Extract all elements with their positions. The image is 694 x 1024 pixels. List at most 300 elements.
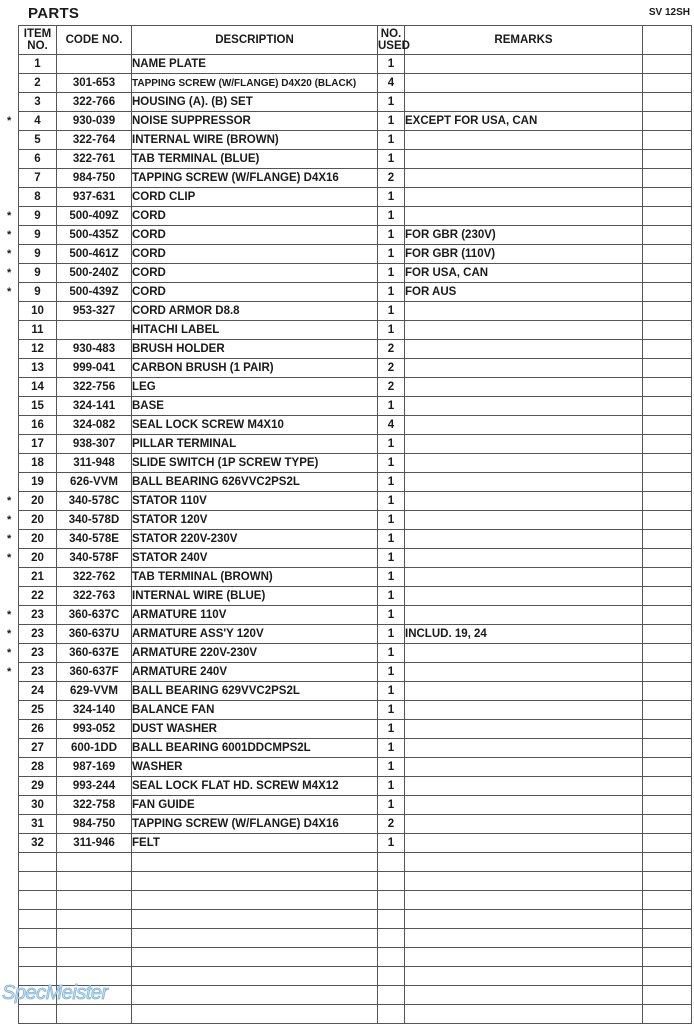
table-row	[19, 720, 692, 739]
description-cell: HOUSING (A). (B) SET	[132, 93, 378, 112]
table-row	[19, 853, 692, 872]
item-no-cell	[7, 245, 57, 264]
table-row	[19, 340, 692, 359]
asterisk-mark: *	[7, 533, 12, 545]
item-no-cell	[19, 188, 57, 207]
no-used-cell: 1	[378, 530, 405, 549]
table-row	[19, 93, 692, 112]
item-no-text: 15	[31, 400, 44, 412]
asterisk-mark: *	[7, 267, 12, 279]
table-row	[19, 663, 692, 682]
item-no-text: 10	[31, 305, 44, 317]
code-no-cell: 500-461Z	[57, 245, 132, 264]
remarks-cell	[405, 549, 643, 568]
extra-column-cell	[643, 340, 692, 359]
description-cell: BALL BEARING 626VVC2PS2L	[132, 473, 378, 492]
table-row	[19, 834, 692, 853]
extra-column-cell	[643, 435, 692, 454]
table-row	[19, 986, 692, 1005]
asterisk-mark: *	[7, 609, 12, 621]
extra-column-cell	[643, 131, 692, 150]
description-cell: ARMATURE 240V	[132, 663, 378, 682]
remarks-cell: FOR USA, CAN	[405, 264, 643, 283]
extra-column-cell	[643, 872, 692, 891]
code-no-cell	[57, 948, 132, 967]
description-cell: STATOR 120V	[132, 511, 378, 530]
remarks-cell	[405, 340, 643, 359]
remarks-cell	[405, 568, 643, 587]
remarks-cell	[405, 777, 643, 796]
table-row	[19, 131, 692, 150]
table-row	[19, 435, 692, 454]
table-row	[19, 1005, 692, 1024]
remarks-cell	[405, 815, 643, 834]
no-used-cell: 1	[378, 55, 405, 74]
item-no-text: 30	[31, 799, 44, 811]
remarks-cell	[405, 207, 643, 226]
item-no-cell	[19, 587, 57, 606]
table-row	[19, 397, 692, 416]
extra-column-cell	[643, 929, 692, 948]
extra-column-cell	[643, 967, 692, 986]
extra-column-cell	[643, 549, 692, 568]
code-no-cell: 340-578D	[57, 511, 132, 530]
asterisk-mark: *	[7, 495, 12, 507]
code-no-cell: 322-761	[57, 150, 132, 169]
description-cell: INTERNAL WIRE (BROWN)	[132, 131, 378, 150]
item-no-cell	[19, 910, 57, 929]
item-no-text: 1	[34, 58, 41, 70]
extra-column-cell	[643, 739, 692, 758]
remarks-cell	[405, 739, 643, 758]
code-no-cell	[57, 891, 132, 910]
no-used-cell: 2	[378, 340, 405, 359]
description-cell: BASE	[132, 397, 378, 416]
table-row	[19, 587, 692, 606]
extra-column-cell	[643, 606, 692, 625]
remarks-cell	[405, 416, 643, 435]
table-row	[19, 815, 692, 834]
remarks-cell	[405, 891, 643, 910]
item-no-cell	[7, 663, 57, 682]
no-used-cell	[378, 1005, 405, 1024]
extra-column-cell	[643, 245, 692, 264]
extra-column-cell	[643, 511, 692, 530]
table-row	[19, 378, 692, 397]
table-row	[19, 891, 692, 910]
extra-column-cell	[643, 1005, 692, 1024]
description-cell: TAPPING SCREW (W/FLANGE) D4X16	[132, 815, 378, 834]
remarks-cell	[405, 150, 643, 169]
description-cell: CORD	[132, 245, 378, 264]
no-used-cell: 4	[378, 416, 405, 435]
description-cell: FELT	[132, 834, 378, 853]
no-used-cell: 1	[378, 511, 405, 530]
no-used-cell: 1	[378, 112, 405, 131]
remarks-cell	[405, 93, 643, 112]
item-no-cell	[19, 891, 57, 910]
no-used-cell: 2	[378, 169, 405, 188]
remarks-cell	[405, 663, 643, 682]
item-no-text: 3	[34, 96, 41, 108]
item-no-text: 8	[34, 191, 41, 203]
no-used-cell: 2	[378, 359, 405, 378]
code-no-cell: 500-409Z	[57, 207, 132, 226]
code-no-cell	[57, 1005, 132, 1024]
extra-column-cell	[643, 264, 692, 283]
description-cell: TAPPING SCREW (W/FLANGE) D4X20 (BLACK)	[132, 74, 378, 93]
code-no-cell: 360-637C	[57, 606, 132, 625]
no-used-cell: 1	[378, 796, 405, 815]
no-used-header	[378, 26, 410, 55]
extra-column-cell	[643, 758, 692, 777]
code-no-cell: 324-082	[57, 416, 132, 435]
no-used-cell: 1	[378, 663, 405, 682]
extra-column-cell	[643, 625, 692, 644]
no-used-cell: 1	[378, 473, 405, 492]
item-no-cell	[19, 473, 57, 492]
extra-column-cell	[643, 568, 692, 587]
item-no-text: 31	[31, 818, 44, 830]
code-no-cell: 984-750	[57, 815, 132, 834]
description-cell: PILLAR TERMINAL	[132, 435, 378, 454]
item-no-cell	[19, 340, 57, 359]
extra-column-cell	[643, 986, 692, 1005]
remarks-cell	[405, 131, 643, 150]
description-cell	[132, 872, 378, 891]
extra-column-cell	[643, 188, 692, 207]
extra-column-cell	[643, 815, 692, 834]
asterisk-mark: *	[7, 286, 12, 298]
code-no-cell: 322-766	[57, 93, 132, 112]
remarks-cell	[405, 796, 643, 815]
remarks-cell	[405, 758, 643, 777]
item-header-line1: ITEM	[23, 28, 52, 40]
code-no-cell: 500-240Z	[57, 264, 132, 283]
item-no-text: 27	[31, 742, 44, 754]
no-used-cell: 1	[378, 150, 405, 169]
item-no-cell	[7, 207, 57, 226]
no-used-cell	[378, 948, 405, 967]
extra-column-cell	[643, 378, 692, 397]
no-used-cell: 2	[378, 378, 405, 397]
extra-column-cell	[643, 112, 692, 131]
table-row	[19, 112, 692, 131]
description-cell: STATOR 220V-230V	[132, 530, 378, 549]
asterisk-mark: *	[7, 210, 12, 222]
remarks-cell	[405, 473, 643, 492]
item-no-cell	[19, 454, 57, 473]
table-row	[19, 188, 692, 207]
table-row	[19, 454, 692, 473]
code-no-cell: 930-039	[57, 112, 132, 131]
extra-column-cell	[643, 720, 692, 739]
item-no-text: 9	[34, 210, 41, 222]
remarks-cell	[405, 986, 643, 1005]
item-no-cell	[19, 359, 57, 378]
remarks-cell	[405, 948, 643, 967]
extra-column-cell	[643, 226, 692, 245]
no-used-cell	[378, 986, 405, 1005]
item-no-cell	[19, 739, 57, 758]
extra-column-cell	[643, 283, 692, 302]
item-no-text: 17	[31, 438, 44, 450]
remarks-cell	[405, 834, 643, 853]
no-used-cell: 1	[378, 454, 405, 473]
code-no-cell: 301-653	[57, 74, 132, 93]
item-no-cell	[7, 112, 57, 131]
no-used-cell: 1	[378, 701, 405, 720]
extra-column-cell	[643, 663, 692, 682]
table-row	[19, 321, 692, 340]
no-used-cell	[378, 872, 405, 891]
code-no-cell: 360-637U	[57, 625, 132, 644]
item-no-cell	[19, 701, 57, 720]
description-cell: SLIDE SWITCH (1P SCREW TYPE)	[132, 454, 378, 473]
asterisk-mark: *	[7, 229, 12, 241]
table-row	[19, 302, 692, 321]
code-no-cell: 340-578F	[57, 549, 132, 568]
item-no-text: 9	[34, 229, 41, 241]
code-no-cell: 311-946	[57, 834, 132, 853]
item-no-text: 18	[31, 457, 44, 469]
item-no-cell	[7, 606, 57, 625]
parts-table-body	[7, 55, 692, 1024]
item-no-cell	[19, 758, 57, 777]
no-used-cell: 1	[378, 682, 405, 701]
item-no-text: 26	[31, 723, 44, 735]
table-row	[19, 264, 692, 283]
item-no-text: 22	[31, 590, 44, 602]
description-cell: CORD	[132, 226, 378, 245]
item-no-text: 20	[31, 533, 44, 545]
item-no-cell	[19, 74, 57, 93]
item-no-cell	[19, 834, 57, 853]
extra-column-cell	[643, 359, 692, 378]
code-no-cell: 953-327	[57, 302, 132, 321]
asterisk-mark: *	[7, 552, 12, 564]
table-row	[19, 473, 692, 492]
code-no-cell: 340-578C	[57, 492, 132, 511]
code-no-cell: 500-439Z	[57, 283, 132, 302]
remarks-cell	[405, 397, 643, 416]
table-row	[19, 606, 692, 625]
code-no-cell: 993-244	[57, 777, 132, 796]
table-row	[19, 283, 692, 302]
extra-column-cell	[643, 834, 692, 853]
code-no-cell	[57, 910, 132, 929]
extra-column-cell	[643, 948, 692, 967]
description-cell: BALANCE FAN	[132, 701, 378, 720]
extra-column-cell	[643, 321, 692, 340]
no-used-cell: 1	[378, 283, 405, 302]
code-no-cell: 322-762	[57, 568, 132, 587]
item-no-cell	[7, 283, 57, 302]
table-row	[19, 568, 692, 587]
code-no-cell: 324-140	[57, 701, 132, 720]
code-no-cell: 600-1DD	[57, 739, 132, 758]
extra-column-cell	[643, 587, 692, 606]
item-no-cell	[7, 492, 57, 511]
extra-column-cell	[643, 93, 692, 112]
code-no-cell: 999-041	[57, 359, 132, 378]
asterisk-mark: *	[7, 666, 12, 678]
item-no-cell	[19, 150, 57, 169]
item-no-cell	[19, 321, 57, 340]
asterisk-mark: *	[7, 647, 12, 659]
item-no-text: 6	[34, 153, 41, 165]
table-row	[19, 929, 692, 948]
remarks-cell	[405, 530, 643, 549]
extra-column-header	[643, 26, 692, 55]
remarks-cell	[405, 587, 643, 606]
remarks-cell	[405, 435, 643, 454]
remarks-cell	[405, 454, 643, 473]
code-no-cell: 500-435Z	[57, 226, 132, 245]
description-cell: FAN GUIDE	[132, 796, 378, 815]
item-no-cell	[19, 568, 57, 587]
watermark-logo: SpecMeister	[2, 982, 108, 1004]
remarks-cell: FOR GBR (230V)	[405, 226, 643, 245]
description-cell: CORD ARMOR D8.8	[132, 302, 378, 321]
table-row	[19, 948, 692, 967]
item-no-cell	[19, 720, 57, 739]
code-no-cell: 360-637E	[57, 644, 132, 663]
table-row	[19, 682, 692, 701]
asterisk-mark: *	[7, 115, 12, 127]
item-no-text: 9	[34, 248, 41, 260]
code-no-cell: 984-750	[57, 169, 132, 188]
item-no-text: 14	[31, 381, 44, 393]
table-row	[19, 511, 692, 530]
description-cell: STATOR 110V	[132, 492, 378, 511]
item-no-text: 12	[31, 343, 44, 355]
used-header-line1: NO.	[380, 28, 402, 40]
table-row	[19, 967, 692, 986]
table-row	[19, 644, 692, 663]
description-cell: TAPPING SCREW (W/FLANGE) D4X16	[132, 169, 378, 188]
item-no-cell	[19, 815, 57, 834]
no-used-cell	[378, 891, 405, 910]
remarks-cell: INCLUD. 19, 24	[405, 625, 643, 644]
remarks-cell	[405, 872, 643, 891]
item-no-cell	[7, 226, 57, 245]
remarks-cell	[405, 910, 643, 929]
description-cell: WASHER	[132, 758, 378, 777]
table-row	[19, 416, 692, 435]
item-no-cell	[19, 397, 57, 416]
no-used-cell: 1	[378, 758, 405, 777]
code-no-cell: 322-756	[57, 378, 132, 397]
item-no-text: 20	[31, 552, 44, 564]
description-header: DESCRIPTION	[132, 26, 378, 55]
table-row	[19, 169, 692, 188]
parts-table	[7, 25, 692, 1024]
item-no-header	[19, 26, 57, 55]
item-no-text: 13	[31, 362, 44, 374]
extra-column-cell	[643, 454, 692, 473]
code-no-cell	[57, 55, 132, 74]
code-no-cell: 360-637F	[57, 663, 132, 682]
no-used-cell: 1	[378, 131, 405, 150]
description-cell	[132, 929, 378, 948]
no-used-cell: 1	[378, 549, 405, 568]
item-no-text: 28	[31, 761, 44, 773]
item-no-text: 2	[34, 77, 41, 89]
no-used-cell: 1	[378, 207, 405, 226]
table-row	[19, 796, 692, 815]
item-no-text: 5	[34, 134, 41, 146]
item-no-text: 9	[34, 286, 41, 298]
remarks-cell	[405, 511, 643, 530]
remarks-cell	[405, 853, 643, 872]
table-row	[19, 245, 692, 264]
asterisk-mark: *	[7, 514, 12, 526]
description-cell: CORD CLIP	[132, 188, 378, 207]
description-cell: CORD	[132, 264, 378, 283]
extra-column-cell	[643, 644, 692, 663]
remarks-cell	[405, 359, 643, 378]
extra-column-cell	[643, 416, 692, 435]
item-no-cell	[7, 625, 57, 644]
item-no-cell	[7, 511, 57, 530]
code-no-cell: 629-VVM	[57, 682, 132, 701]
no-used-cell: 1	[378, 302, 405, 321]
header-row	[19, 26, 692, 55]
code-no-cell: 324-141	[57, 397, 132, 416]
item-no-text: 19	[31, 476, 44, 488]
item-no-text: 11	[31, 324, 44, 336]
no-used-cell: 1	[378, 188, 405, 207]
description-cell: NOISE SUPPRESSOR	[132, 112, 378, 131]
table-row	[19, 150, 692, 169]
remarks-cell	[405, 606, 643, 625]
remarks-cell: FOR AUS	[405, 283, 643, 302]
extra-column-cell	[643, 302, 692, 321]
asterisk-mark: *	[7, 248, 12, 260]
table-row	[19, 758, 692, 777]
extra-column-cell	[643, 853, 692, 872]
item-no-cell	[19, 796, 57, 815]
no-used-cell: 1	[378, 568, 405, 587]
description-cell: DUST WASHER	[132, 720, 378, 739]
item-no-cell	[7, 530, 57, 549]
description-cell	[132, 967, 378, 986]
code-no-cell: 322-763	[57, 587, 132, 606]
remarks-cell	[405, 188, 643, 207]
code-no-cell: 930-483	[57, 340, 132, 359]
remarks-cell	[405, 55, 643, 74]
no-used-cell: 1	[378, 739, 405, 758]
used-header-line2: USED	[378, 40, 410, 52]
code-no-cell	[57, 929, 132, 948]
item-no-cell	[19, 169, 57, 188]
remarks-cell	[405, 378, 643, 397]
no-used-cell: 1	[378, 397, 405, 416]
item-no-cell	[19, 131, 57, 150]
description-cell: ARMATURE ASS'Y 120V	[132, 625, 378, 644]
remarks-cell	[405, 644, 643, 663]
item-no-text: 21	[31, 571, 44, 583]
no-used-cell: 1	[378, 245, 405, 264]
description-cell: STATOR 240V	[132, 549, 378, 568]
table-row	[19, 910, 692, 929]
no-used-cell: 1	[378, 606, 405, 625]
remarks-cell	[405, 967, 643, 986]
item-no-text: 7	[34, 172, 41, 184]
table-row	[19, 207, 692, 226]
code-no-cell: 987-169	[57, 758, 132, 777]
